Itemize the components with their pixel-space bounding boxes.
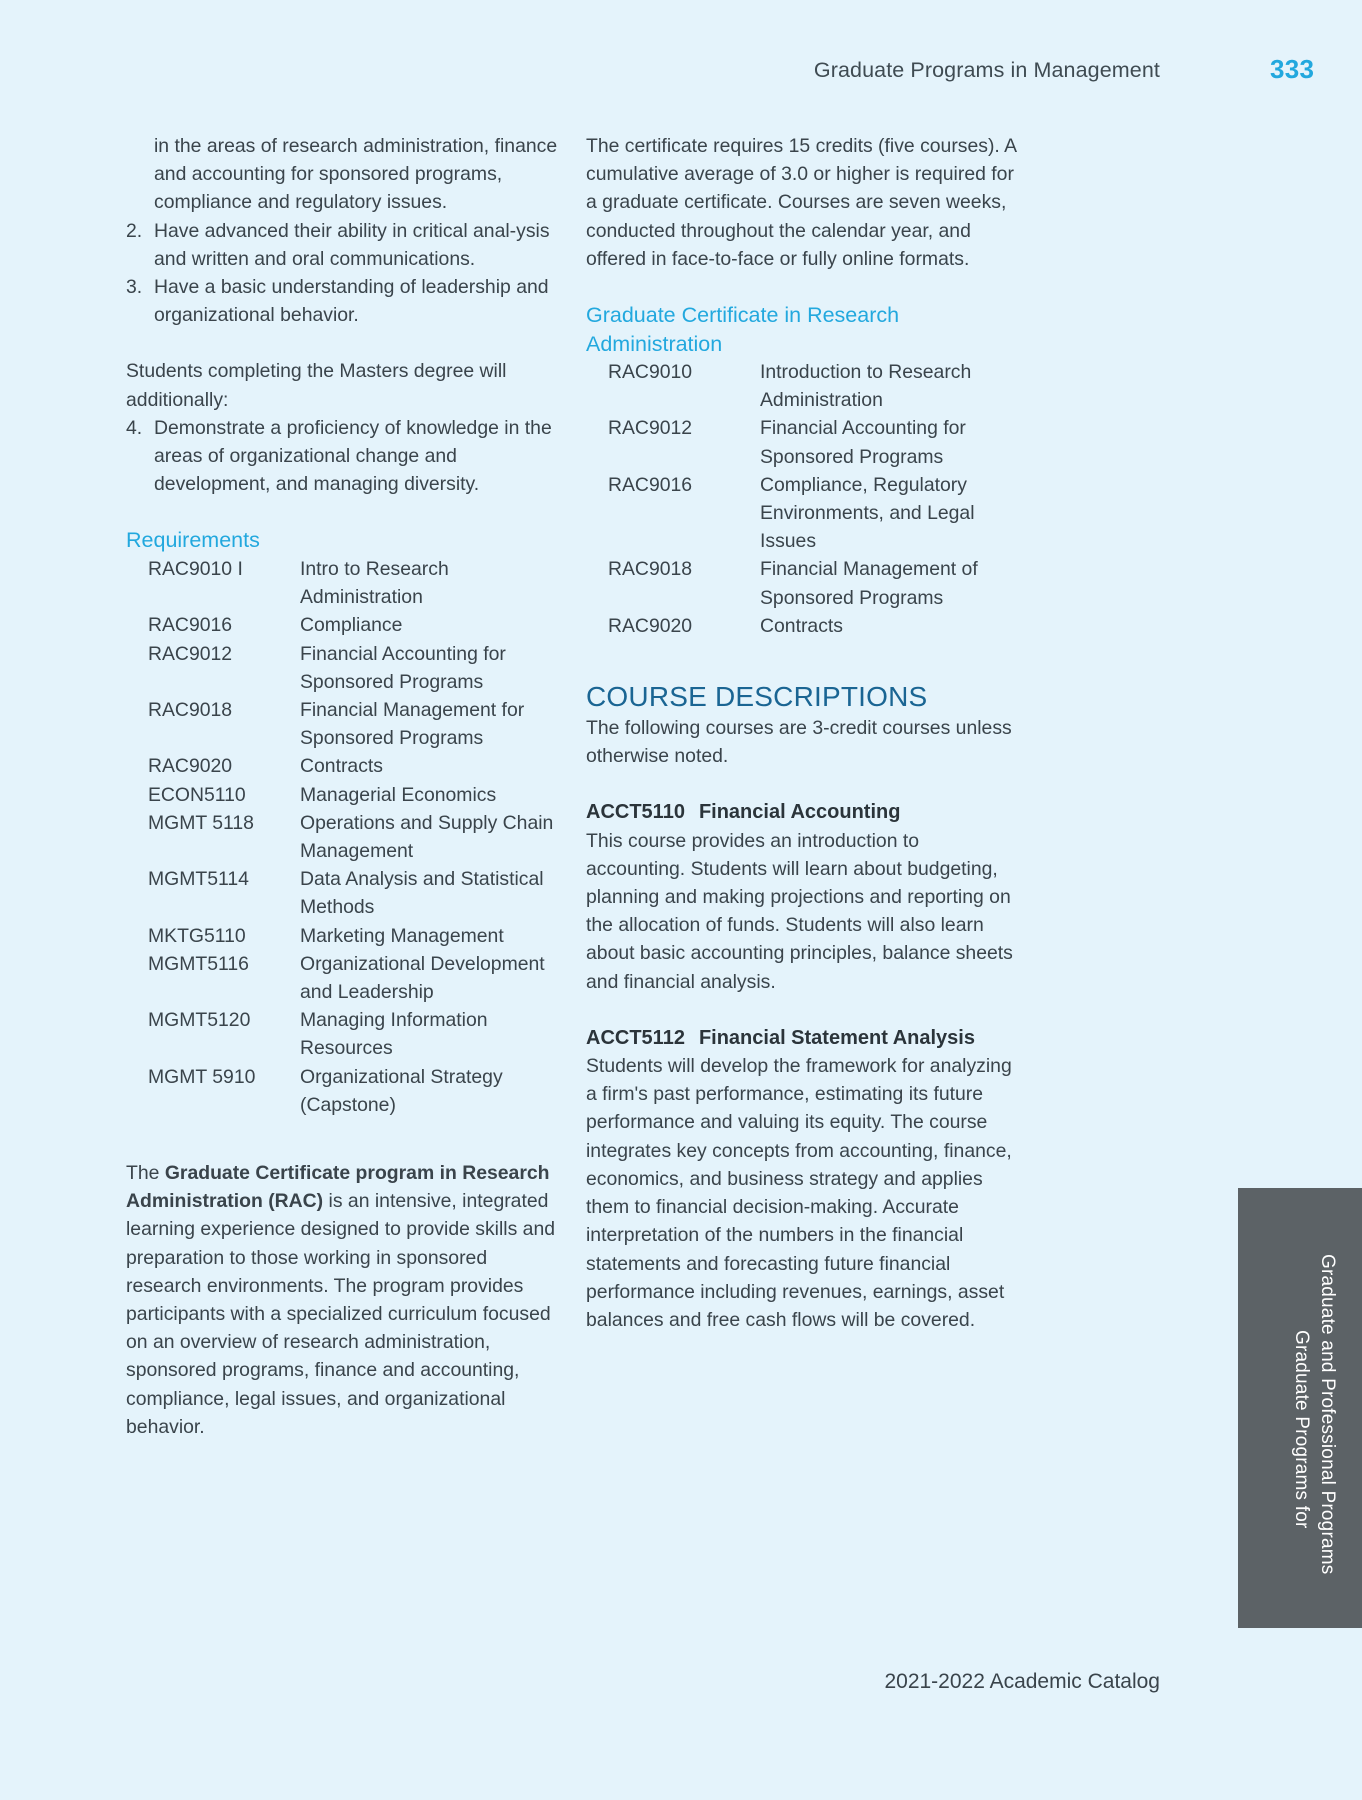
course-descriptions-intro: The following courses are 3-credit courses unless otherwise noted. — [586, 717, 1012, 768]
course-title: Financial Management of Sponsored Programs — [760, 558, 978, 609]
course-code: ECON5110 — [148, 783, 246, 806]
course-title: Introduction to Research Administration — [760, 361, 972, 412]
course-code: MKTG5110 — [148, 924, 246, 947]
course-title: Contracts — [300, 755, 383, 778]
outcome-4-text: Demonstrate a proficiency of knowledge in the areas of organizational change and development, and managing diversity. — [154, 416, 552, 496]
rac-paragraph-pre: The — [126, 1162, 165, 1184]
course-description-heading — [586, 798, 1022, 826]
rac-program-paragraph — [126, 1159, 566, 1441]
course-description-name: Financial Accounting — [698, 801, 901, 824]
rac-paragraph-post: is an intensive, integrated learning experience designed to provide skills and preparation to those working in sponsored research environments. The program provides participants with a specialized curriculum focused on an overview of research administration, sponsored programs, finance and accounting, compliance, legal issues, and organizational behavior. — [126, 1190, 556, 1438]
footer-catalog-year: 2021-2022 Academic Catalog — [884, 1670, 1160, 1693]
course-description-heading — [586, 1024, 1022, 1052]
requirements-course-table — [126, 555, 566, 1119]
outcome-2-number: 2. — [126, 219, 143, 242]
outcome-4 — [126, 414, 566, 499]
course-code: RAC9016 — [608, 473, 693, 496]
left-column — [126, 132, 566, 1441]
course-row — [126, 922, 566, 950]
requirements-course-table-body — [126, 555, 566, 1119]
course-code: RAC9016 — [148, 614, 233, 637]
course-title: Financial Accounting for Sponsored Programs — [300, 642, 506, 693]
course-code: RAC9020 — [608, 614, 693, 637]
course-code — [126, 1091, 300, 1119]
outcome-3-text: Have a basic understanding of leadership and organizational behavior. — [154, 276, 549, 327]
course-code: RAC9018 — [148, 698, 233, 721]
certificate-course-table-body — [586, 358, 1022, 640]
course-title: Marketing Management — [300, 924, 504, 947]
rac-paragraph-bold: Graduate Certificate program in Research Administration (RAC) — [126, 1162, 550, 1213]
course-title: Organizational Strategy — [300, 1065, 503, 1088]
course-row — [586, 471, 1022, 556]
course-row — [126, 1006, 566, 1062]
certificate-heading: Graduate Certificate in Research Administration — [586, 303, 900, 356]
certificate-course-table — [586, 358, 1022, 640]
course-title: Operations and Supply Chain Management — [300, 811, 554, 862]
course-row — [126, 611, 566, 639]
certificate-credits-paragraph: The certificate requires 15 credits (five courses). A cumulative average of 3.0 or higher is required for a graduate certificate. Courses are seven weeks, conducted throughout the calendar year, and offered in face-to-face or fully online formats. — [586, 135, 1017, 270]
course-descriptions-heading: COURSE DESCRIPTIONS — [586, 681, 928, 713]
course-code: MGMT5114 — [148, 868, 249, 891]
course-row — [126, 809, 566, 865]
course-row — [586, 612, 1022, 640]
course-code: MGMT 5118 — [148, 811, 254, 834]
course-row — [126, 752, 566, 780]
course-title: Financial Management for Sponsored Programs — [300, 698, 525, 750]
page-number: 333 — [1270, 54, 1315, 84]
course-row — [126, 865, 566, 921]
course-code: RAC9012 — [148, 642, 233, 665]
course-description-code: ACCT5110 — [586, 801, 685, 824]
course-description-code: ACCT5112 — [586, 1026, 685, 1049]
course-code: RAC9012 — [608, 417, 693, 440]
course-title: (Capstone) — [300, 1093, 396, 1116]
outcome-4-number: 4. — [126, 416, 143, 439]
course-row — [586, 555, 1022, 611]
course-code: MGMT5116 — [148, 952, 249, 975]
course-title: Compliance, Regulatory Environments, and Legal Issues — [760, 473, 975, 553]
course-title: Financial Accounting for Sponsored Programs — [760, 417, 966, 468]
course-row — [586, 414, 1022, 470]
course-row — [126, 555, 566, 611]
course-title: Intro to Research Administration — [300, 557, 449, 609]
course-description-name: Financial Statement Analysis — [698, 1026, 975, 1049]
course-code: MGMT 5910 — [148, 1065, 256, 1088]
outcome-2-text: Have advanced their ability in critical anal-ysis and written and oral communications. — [154, 219, 550, 270]
course-code: RAC9010 — [608, 361, 693, 384]
course-row — [586, 358, 1022, 414]
course-descriptions-list — [586, 798, 1022, 1334]
outcome-1-continuation: in the areas of research administration, finance and accounting for sponsored programs, compliance and regulatory issues. — [154, 135, 558, 214]
section-side-tab — [1238, 1188, 1362, 1628]
course-title: Managing Information Resources — [300, 1009, 488, 1060]
course-row — [126, 950, 566, 1006]
course-title: Managerial Economics — [300, 783, 497, 806]
right-column — [586, 132, 1022, 1334]
course-code: RAC9010 I — [148, 557, 243, 580]
requirements-heading: Requirements — [126, 528, 260, 553]
outcome-3 — [126, 273, 566, 329]
course-row — [126, 1063, 566, 1091]
course-code: MGMT5120 — [148, 1009, 251, 1032]
course-description-body: Students will develop the framework for analyzing a firm's past performance, estimating its future performance and valuing its equity. The course integrates key concepts from accounting, finance, economics, and business strategy and applies them to financial decision-making. Accurate interpretation of the numbers in the financial statements and forecasting future financial performance including revenues, earnings, asset balances and free cash flows will be covered. — [586, 1055, 1012, 1331]
running-head: Graduate Programs in Management — [813, 58, 1160, 82]
side-tab-line-1: Graduate Programs for — [1291, 1330, 1312, 1529]
course-row — [126, 781, 566, 809]
course-title: Compliance — [300, 614, 403, 637]
course-title: Organizational Development and Leadership — [300, 952, 545, 1003]
side-tab-line-2: Graduate and Professional Programs — [1317, 1254, 1338, 1575]
outcome-3-number: 3. — [126, 276, 143, 299]
course-row — [126, 1091, 566, 1119]
course-title: Contracts — [760, 614, 843, 637]
course-description-entry — [586, 1024, 1022, 1334]
course-title: Data Analysis and Statistical Methods — [300, 868, 544, 919]
course-description-entry — [586, 798, 1022, 995]
course-description-body: This course provides an introduction to accounting. Students will learn about budgeting, planning and making projections and reporting on the allocation of funds. Students will also learn about basic accounting principles, balance sheets and financial analysis. — [586, 829, 1013, 993]
course-code: RAC9018 — [608, 558, 693, 581]
course-row — [126, 696, 566, 752]
course-row — [126, 640, 566, 696]
masters-intro-paragraph: Students completing the Masters degree will additionally: — [126, 360, 507, 411]
outcome-2 — [126, 217, 566, 273]
course-code: RAC9020 — [148, 755, 233, 778]
